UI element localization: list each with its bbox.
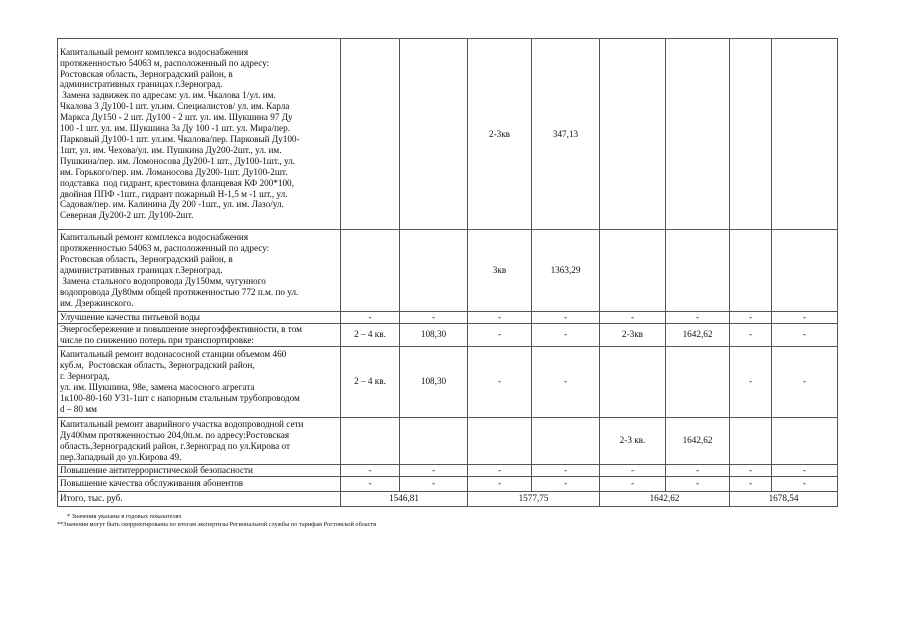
cell-c6 bbox=[666, 230, 730, 312]
cell-c4: 347,13 bbox=[532, 39, 600, 230]
investment-program-table bbox=[57, 38, 838, 507]
total-value-3: 1642,62 bbox=[600, 491, 730, 506]
cell-c3 bbox=[468, 417, 532, 464]
description-line: числе по снижению потерь при транспортировке: bbox=[60, 334, 254, 345]
row-description bbox=[58, 346, 341, 417]
description-line: область,Зерноградский район, г.Зерноград по ул.Кирова от bbox=[60, 440, 290, 451]
cell-c1 bbox=[341, 417, 400, 464]
total-row bbox=[58, 491, 838, 506]
description-line: двойная ППФ -1шт., гидрант пожарный Н-1,5 м -1 шт., ул. bbox=[60, 188, 288, 199]
cell-c2 bbox=[400, 230, 468, 312]
cell-c2 bbox=[400, 417, 468, 464]
row-description bbox=[58, 464, 341, 476]
cell-c7: - bbox=[730, 323, 772, 346]
footnote-adjustment: **Значения могут быть скорректированы по итогам экспертизы Региональной службы по тарифам Ростовской области bbox=[57, 520, 377, 528]
cell-c1 bbox=[341, 230, 400, 312]
description-line: Капитальный ремонт комплекса водоснабжения bbox=[60, 46, 249, 57]
description-line: административных границах г.Зерноград. bbox=[60, 265, 223, 276]
cell-c4: - bbox=[532, 346, 600, 417]
cell-c5: - bbox=[600, 476, 666, 491]
cell-c8 bbox=[772, 417, 838, 464]
row-description bbox=[58, 417, 341, 464]
cell-c5: - bbox=[600, 464, 666, 476]
table-row bbox=[58, 346, 838, 417]
cell-c7: - bbox=[730, 312, 772, 324]
cell-c1: - bbox=[341, 476, 400, 491]
cell-c5 bbox=[600, 39, 666, 230]
cell-c7 bbox=[730, 230, 772, 312]
cell-c6: - bbox=[666, 464, 730, 476]
cell-c1 bbox=[341, 39, 400, 230]
cell-c4: - bbox=[532, 464, 600, 476]
table-row bbox=[58, 417, 838, 464]
cell-c5 bbox=[600, 346, 666, 417]
cell-c4: - bbox=[532, 312, 600, 324]
footnotes bbox=[57, 513, 376, 528]
description-line: 1шт, ул. им. Чехова/ул. им. Пушкина Ду200-2шт., ул. им. bbox=[60, 144, 282, 155]
table-row bbox=[58, 464, 838, 476]
cell-c8 bbox=[772, 39, 838, 230]
total-value-2: 1577,75 bbox=[468, 491, 600, 506]
description-line: Парковый Ду100-1 шт. ул.им. Чкалова/пер. Парковый Ду100- bbox=[60, 134, 300, 144]
description-line: Ростовская область, Зерноградский район, в bbox=[60, 68, 233, 79]
description-line: Маркса Ду150 - 2 шт. Ду100 - 2 шт. ул. им. Шукшина 97 Ду bbox=[60, 112, 293, 123]
description-line: d – 80 мм bbox=[60, 403, 97, 414]
cell-c6: 1642,62 bbox=[666, 417, 730, 464]
cell-c8: - bbox=[772, 346, 838, 417]
cell-c5 bbox=[600, 230, 666, 312]
description-line: 100 -1 шт. ул. им. Шукшина 3а Ду 100 -1 шт. ул. Мира/пер. bbox=[60, 123, 291, 134]
description-line: подставка под гидрант, крестовина фланцевая КФ 200*100, bbox=[60, 177, 294, 188]
cell-c6: - bbox=[666, 312, 730, 324]
cell-c5: - bbox=[600, 312, 666, 324]
description-line: Садовая/пер. им. Калинина Ду 200 -1шт., ул. им. Лазо/ул. bbox=[60, 199, 284, 210]
cell-c6: - bbox=[666, 476, 730, 491]
cell-c3: - bbox=[468, 323, 532, 346]
cell-c7: - bbox=[730, 464, 772, 476]
cell-c2: - bbox=[400, 464, 468, 476]
description-line: 1к100-80-160 У31-1шт с напорным стальным трубопроводом bbox=[60, 392, 300, 403]
cell-c5: 2-3кв bbox=[600, 323, 666, 346]
description-line: Замена задвижек по адресам: ул. им. Чкалова 1/ул. им. bbox=[60, 90, 276, 101]
table-row bbox=[58, 312, 838, 324]
description-line: им. Горького/пер. им. Ломаносова Ду200-1шт. Ду100-2шт. bbox=[60, 166, 288, 177]
total-value-1: 1546,81 bbox=[341, 491, 468, 506]
table-row bbox=[58, 230, 838, 312]
table-row bbox=[58, 476, 838, 491]
row-description bbox=[58, 312, 341, 324]
description-line: Энергосбережение и повышение энергоэффективности, в том bbox=[60, 324, 302, 334]
cell-c4: - bbox=[532, 323, 600, 346]
description-line: Пушкина/пер. им. Ломоносова Ду200-1 шт., Ду100-1шт., ул. bbox=[60, 155, 296, 166]
description-line: Ростовская область, Зерноградский район, в bbox=[60, 254, 233, 265]
description-line: Капитальный ремонт комплекса водоснабжения bbox=[60, 232, 249, 243]
cell-c3: - bbox=[468, 464, 532, 476]
cell-c1: 2 – 4 кв. bbox=[341, 346, 400, 417]
cell-c3: 3кв bbox=[468, 230, 532, 312]
cell-c8: - bbox=[772, 312, 838, 324]
row-description bbox=[58, 476, 341, 491]
cell-c7 bbox=[730, 417, 772, 464]
cell-c7 bbox=[730, 39, 772, 230]
total-label: Итого, тыс. руб. bbox=[58, 491, 341, 506]
description-line: Улучшение качества питьевой воды bbox=[60, 312, 200, 322]
cell-c5: 2-3 кв. bbox=[600, 417, 666, 464]
description-line: Замена стального водопровода Ду150мм, чугунного bbox=[60, 275, 266, 286]
description-line: куб.м, Ростовская область, Зерноградский район, bbox=[60, 360, 255, 371]
description-line: административных границах г.Зерноград. bbox=[60, 79, 223, 90]
table-row bbox=[58, 323, 838, 346]
table-body bbox=[58, 39, 838, 492]
cell-c8: - bbox=[772, 323, 838, 346]
cell-c2: 108,30 bbox=[400, 323, 468, 346]
description-line: Северная Ду200-2 шт. Ду100-2шт. bbox=[60, 210, 194, 221]
cell-c4: 1363,29 bbox=[532, 230, 600, 312]
cell-c8 bbox=[772, 230, 838, 312]
description-line: протяженностью 54063 м, расположенный по адресу: bbox=[60, 243, 270, 254]
cell-c7: - bbox=[730, 346, 772, 417]
description-line: Капитальный ремонт водонасосной станции объемом 460 bbox=[60, 349, 287, 360]
description-line: Повышение антитеррористической безопасности bbox=[60, 464, 253, 475]
row-description bbox=[58, 230, 341, 312]
cell-c6 bbox=[666, 346, 730, 417]
cell-c2: 108,30 bbox=[400, 346, 468, 417]
cell-c8: - bbox=[772, 476, 838, 491]
cell-c4: - bbox=[532, 476, 600, 491]
description-line: Повышение качества обслуживания абонентов bbox=[60, 478, 244, 489]
total-value-4: 1678,54 bbox=[730, 491, 838, 506]
cell-c6 bbox=[666, 39, 730, 230]
cell-c3: 2-3кв bbox=[468, 39, 532, 230]
cell-c1: - bbox=[341, 312, 400, 324]
cell-c3: - bbox=[468, 312, 532, 324]
cell-c4 bbox=[532, 417, 600, 464]
cell-c8: - bbox=[772, 464, 838, 476]
cell-c3: - bbox=[468, 346, 532, 417]
description-line: ул. им. Шукшина, 98е, замена масосного агрегата bbox=[60, 381, 255, 392]
cell-c2: - bbox=[400, 476, 468, 491]
cell-c2: - bbox=[400, 312, 468, 324]
cell-c1: 2 – 4 кв. bbox=[341, 323, 400, 346]
cell-c3: - bbox=[468, 476, 532, 491]
cell-c6: 1642,62 bbox=[666, 323, 730, 346]
row-description bbox=[58, 39, 341, 230]
description-line: протяженностью 54063 м, расположенный по адресу: bbox=[60, 57, 270, 68]
footnote-annual: * Значения указаны в годовых показателях bbox=[67, 513, 182, 520]
description-line: Капитальный ремонт аварийного участка водопроводной сети bbox=[60, 419, 304, 430]
description-line: Чкалова 3 Ду100-1 шт. ул.им. Специалистов/ ул. им. Карла bbox=[60, 101, 290, 112]
cell-c7: - bbox=[730, 476, 772, 491]
description-line: г. Зерноград, bbox=[60, 371, 110, 381]
description-line: Ду400мм протяженностью 204,0п.м. по адресу:Ростовская bbox=[60, 430, 290, 440]
table-row bbox=[58, 39, 838, 230]
description-line: им. Дзержинского. bbox=[60, 297, 134, 308]
description-line: пер.Западный до ул.Кирова 49. bbox=[60, 451, 182, 462]
cell-c1: - bbox=[341, 464, 400, 476]
description-line: водопровода Ду80мм общей протяженностью 772 п.м. по ул. bbox=[60, 286, 299, 297]
cell-c2 bbox=[400, 39, 468, 230]
row-description bbox=[58, 323, 341, 346]
